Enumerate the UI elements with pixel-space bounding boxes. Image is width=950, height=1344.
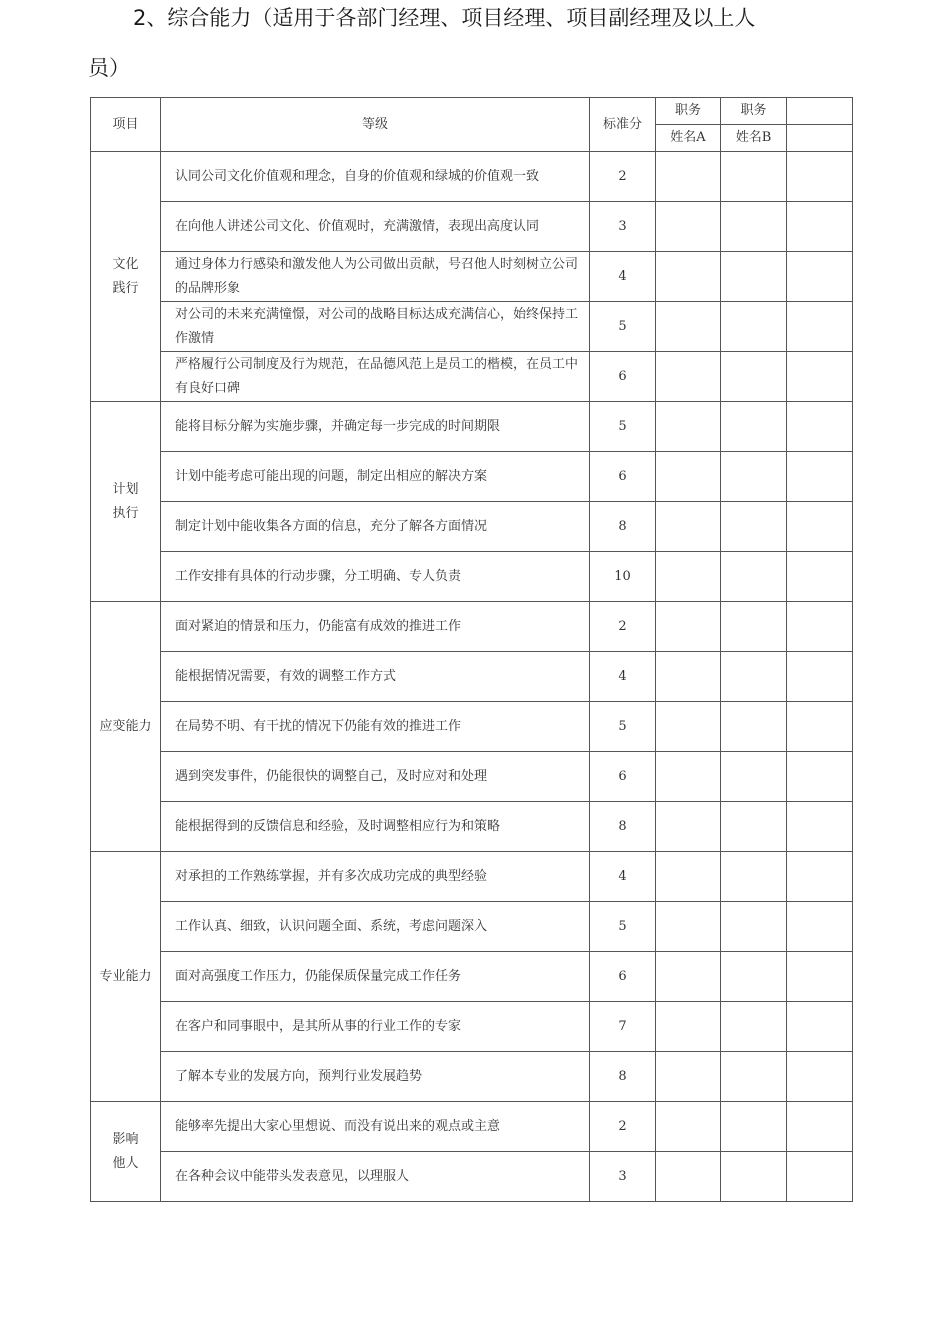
- section-name-line: 计划: [112, 481, 139, 497]
- heading-line-2: 员）: [88, 56, 130, 80]
- standard-score: 4: [590, 252, 656, 302]
- score-cell-b[interactable]: [721, 402, 787, 452]
- header-position-a: 职务: [656, 98, 721, 125]
- standard-score: 2: [590, 1102, 656, 1152]
- table-row: [91, 752, 853, 802]
- criterion-description: 能根据得到的反馈信息和经验，及时调整相应行为和策略: [161, 802, 590, 852]
- criterion-description: 制定计划中能收集各方面的信息，充分了解各方面情况: [161, 502, 590, 552]
- score-cell-b[interactable]: [721, 352, 787, 402]
- score-cell-extra[interactable]: [787, 502, 853, 552]
- table-row: [91, 202, 853, 252]
- score-cell-a[interactable]: [656, 352, 721, 402]
- section-name-line: 专业能力: [99, 968, 152, 984]
- score-cell-b[interactable]: [721, 1052, 787, 1102]
- table-row: [91, 552, 853, 602]
- table-row: [91, 952, 853, 1002]
- standard-score: 8: [590, 802, 656, 852]
- criterion-description: 在局势不明、有干扰的情况下仍能有效的推进工作: [161, 702, 590, 752]
- score-cell-a[interactable]: [656, 752, 721, 802]
- criterion-description: 能根据情况需要，有效的调整工作方式: [161, 652, 590, 702]
- score-cell-b[interactable]: [721, 952, 787, 1002]
- criterion-description: 认同公司文化价值观和理念，自身的价值观和绿城的价值观一致: [161, 152, 590, 202]
- criterion-description: 工作认真、细致，认识问题全面、系统，考虑问题深入: [161, 902, 590, 952]
- criterion-description: 严格履行公司制度及行为规范，在品德风范上是员工的楷模，在员工中有良好口碑: [161, 352, 590, 402]
- score-cell-extra[interactable]: [787, 402, 853, 452]
- score-cell-b[interactable]: [721, 302, 787, 352]
- score-cell-b[interactable]: [721, 202, 787, 252]
- table-row: [91, 302, 853, 352]
- score-cell-extra[interactable]: [787, 552, 853, 602]
- criterion-description: 通过身体力行感染和激发他人为公司做出贡献，号召他人时刻树立公司的品牌形象: [161, 252, 590, 302]
- score-cell-extra[interactable]: [787, 852, 853, 902]
- table-row: [91, 802, 853, 852]
- table-row: [91, 352, 853, 402]
- score-cell-extra[interactable]: [787, 602, 853, 652]
- standard-score: 6: [590, 452, 656, 502]
- criterion-description: 对承担的工作熟练掌握，并有多次成功完成的典型经验: [161, 852, 590, 902]
- score-cell-a[interactable]: [656, 452, 721, 502]
- criterion-description: 在客户和同事眼中，是其所从事的行业工作的专家: [161, 1002, 590, 1052]
- standard-score: 6: [590, 952, 656, 1002]
- table-row: [91, 652, 853, 702]
- standard-score: 3: [590, 202, 656, 252]
- table-row: [91, 452, 853, 502]
- standard-score: 6: [590, 752, 656, 802]
- standard-score: 5: [590, 902, 656, 952]
- table-row: [91, 902, 853, 952]
- score-cell-extra[interactable]: [787, 1052, 853, 1102]
- standard-score: 2: [590, 152, 656, 202]
- standard-score: 4: [590, 852, 656, 902]
- standard-score: 3: [590, 1152, 656, 1202]
- header-standard-score: 标准分: [590, 98, 656, 152]
- score-cell-b[interactable]: [721, 602, 787, 652]
- criterion-description: 能够率先提出大家心里想说、而没有说出来的观点或主意: [161, 1102, 590, 1152]
- score-cell-b[interactable]: [721, 1152, 787, 1202]
- header-extra: [787, 98, 853, 125]
- score-cell-a[interactable]: [656, 502, 721, 552]
- score-cell-a[interactable]: [656, 302, 721, 352]
- score-cell-extra[interactable]: [787, 952, 853, 1002]
- score-cell-b[interactable]: [721, 702, 787, 752]
- criterion-description: 对公司的未来充满憧憬，对公司的战略目标达成充满信心，始终保持工作激情: [161, 302, 590, 352]
- section-name: [91, 152, 161, 402]
- standard-score: 5: [590, 402, 656, 452]
- standard-score: 5: [590, 302, 656, 352]
- criterion-description: 能将目标分解为实施步骤，并确定每一步完成的时间期限: [161, 402, 590, 452]
- competency-table: [90, 97, 853, 1202]
- criterion-description: 在各种会议中能带头发表意见，以理服人: [161, 1152, 590, 1202]
- criterion-description: 计划中能考虑可能出现的问题，制定出相应的解决方案: [161, 452, 590, 502]
- criterion-description: 面对紧迫的情景和压力，仍能富有成效的推进工作: [161, 602, 590, 652]
- standard-score: 2: [590, 602, 656, 652]
- score-cell-a[interactable]: [656, 802, 721, 852]
- score-cell-extra[interactable]: [787, 702, 853, 752]
- header-row: [91, 98, 853, 125]
- score-cell-a[interactable]: [656, 652, 721, 702]
- score-cell-b[interactable]: [721, 1002, 787, 1052]
- score-cell-b[interactable]: [721, 552, 787, 602]
- table-row: [91, 1152, 853, 1202]
- score-cell-a[interactable]: [656, 1052, 721, 1102]
- score-cell-a[interactable]: [656, 1002, 721, 1052]
- table-row: [91, 152, 853, 202]
- standard-score: 5: [590, 702, 656, 752]
- score-cell-a[interactable]: [656, 852, 721, 902]
- section-name-line: 文化: [112, 256, 139, 272]
- score-cell-extra[interactable]: [787, 252, 853, 302]
- score-cell-a[interactable]: [656, 952, 721, 1002]
- heading-line-1: 2、综合能力（适用于各部门经理、项目经理、项目副经理及以上人: [133, 6, 756, 30]
- score-cell-b[interactable]: [721, 152, 787, 202]
- score-cell-a[interactable]: [656, 202, 721, 252]
- score-cell-b[interactable]: [721, 902, 787, 952]
- table-row: [91, 502, 853, 552]
- score-cell-extra[interactable]: [787, 352, 853, 402]
- score-cell-extra[interactable]: [787, 752, 853, 802]
- criterion-description: 工作安排有具体的行动步骤，分工明确、专人负责: [161, 552, 590, 602]
- criterion-description: 在向他人讲述公司文化、价值观时，充满激情，表现出高度认同: [161, 202, 590, 252]
- score-cell-extra[interactable]: [787, 302, 853, 352]
- criterion-description: 遇到突发事件，仍能很快的调整自己，及时应对和处理: [161, 752, 590, 802]
- header-name-b: 姓名B: [721, 125, 787, 152]
- section-name: [91, 852, 161, 1102]
- score-cell-b[interactable]: [721, 502, 787, 552]
- score-cell-b[interactable]: [721, 452, 787, 502]
- table-row: [91, 602, 853, 652]
- table-row: [91, 852, 853, 902]
- table-row: [91, 252, 853, 302]
- table-row: [91, 402, 853, 452]
- score-cell-b[interactable]: [721, 652, 787, 702]
- score-cell-extra[interactable]: [787, 452, 853, 502]
- table-row: [91, 1002, 853, 1052]
- table-row: [91, 1052, 853, 1102]
- score-cell-extra[interactable]: [787, 1152, 853, 1202]
- standard-score: 7: [590, 1002, 656, 1052]
- score-cell-a[interactable]: [656, 902, 721, 952]
- header-item: 项目: [91, 98, 161, 152]
- standard-score: 10: [590, 552, 656, 602]
- header-name-a: 姓名A: [656, 125, 721, 152]
- header-level: 等级: [161, 98, 590, 152]
- section-name: [91, 1102, 161, 1202]
- score-cell-a[interactable]: [656, 252, 721, 302]
- table-row: [91, 1102, 853, 1152]
- score-cell-a[interactable]: [656, 552, 721, 602]
- score-cell-b[interactable]: [721, 852, 787, 902]
- criterion-description: 面对高强度工作压力，仍能保质保量完成工作任务: [161, 952, 590, 1002]
- score-cell-extra[interactable]: [787, 802, 853, 852]
- table-row: [91, 702, 853, 752]
- section-name-line: 影响: [112, 1131, 139, 1147]
- score-cell-extra[interactable]: [787, 1002, 853, 1052]
- score-cell-b[interactable]: [721, 252, 787, 302]
- score-cell-extra[interactable]: [787, 1102, 853, 1152]
- standard-score: 8: [590, 1052, 656, 1102]
- header-extra-2: [787, 125, 853, 152]
- score-cell-b[interactable]: [721, 752, 787, 802]
- score-cell-a[interactable]: [656, 152, 721, 202]
- criterion-description: 了解本专业的发展方向，预判行业发展趋势: [161, 1052, 590, 1102]
- section-name-line: 践行: [112, 280, 139, 296]
- section-name-line: 他人: [112, 1155, 139, 1171]
- score-cell-a[interactable]: [656, 1102, 721, 1152]
- section-name: [91, 402, 161, 602]
- score-cell-b[interactable]: [721, 802, 787, 852]
- score-cell-extra[interactable]: [787, 902, 853, 952]
- standard-score: 4: [590, 652, 656, 702]
- score-cell-a[interactable]: [656, 702, 721, 752]
- score-cell-b[interactable]: [721, 1102, 787, 1152]
- score-cell-extra[interactable]: [787, 202, 853, 252]
- section-name: [91, 602, 161, 852]
- section-name-line: 执行: [112, 505, 139, 521]
- standard-score: 6: [590, 352, 656, 402]
- standard-score: 8: [590, 502, 656, 552]
- score-cell-extra[interactable]: [787, 652, 853, 702]
- score-cell-a[interactable]: [656, 602, 721, 652]
- score-cell-a[interactable]: [656, 402, 721, 452]
- score-cell-a[interactable]: [656, 1152, 721, 1202]
- score-cell-extra[interactable]: [787, 152, 853, 202]
- section-name-line: 应变能力: [99, 718, 152, 734]
- header-position-b: 职务: [721, 98, 787, 125]
